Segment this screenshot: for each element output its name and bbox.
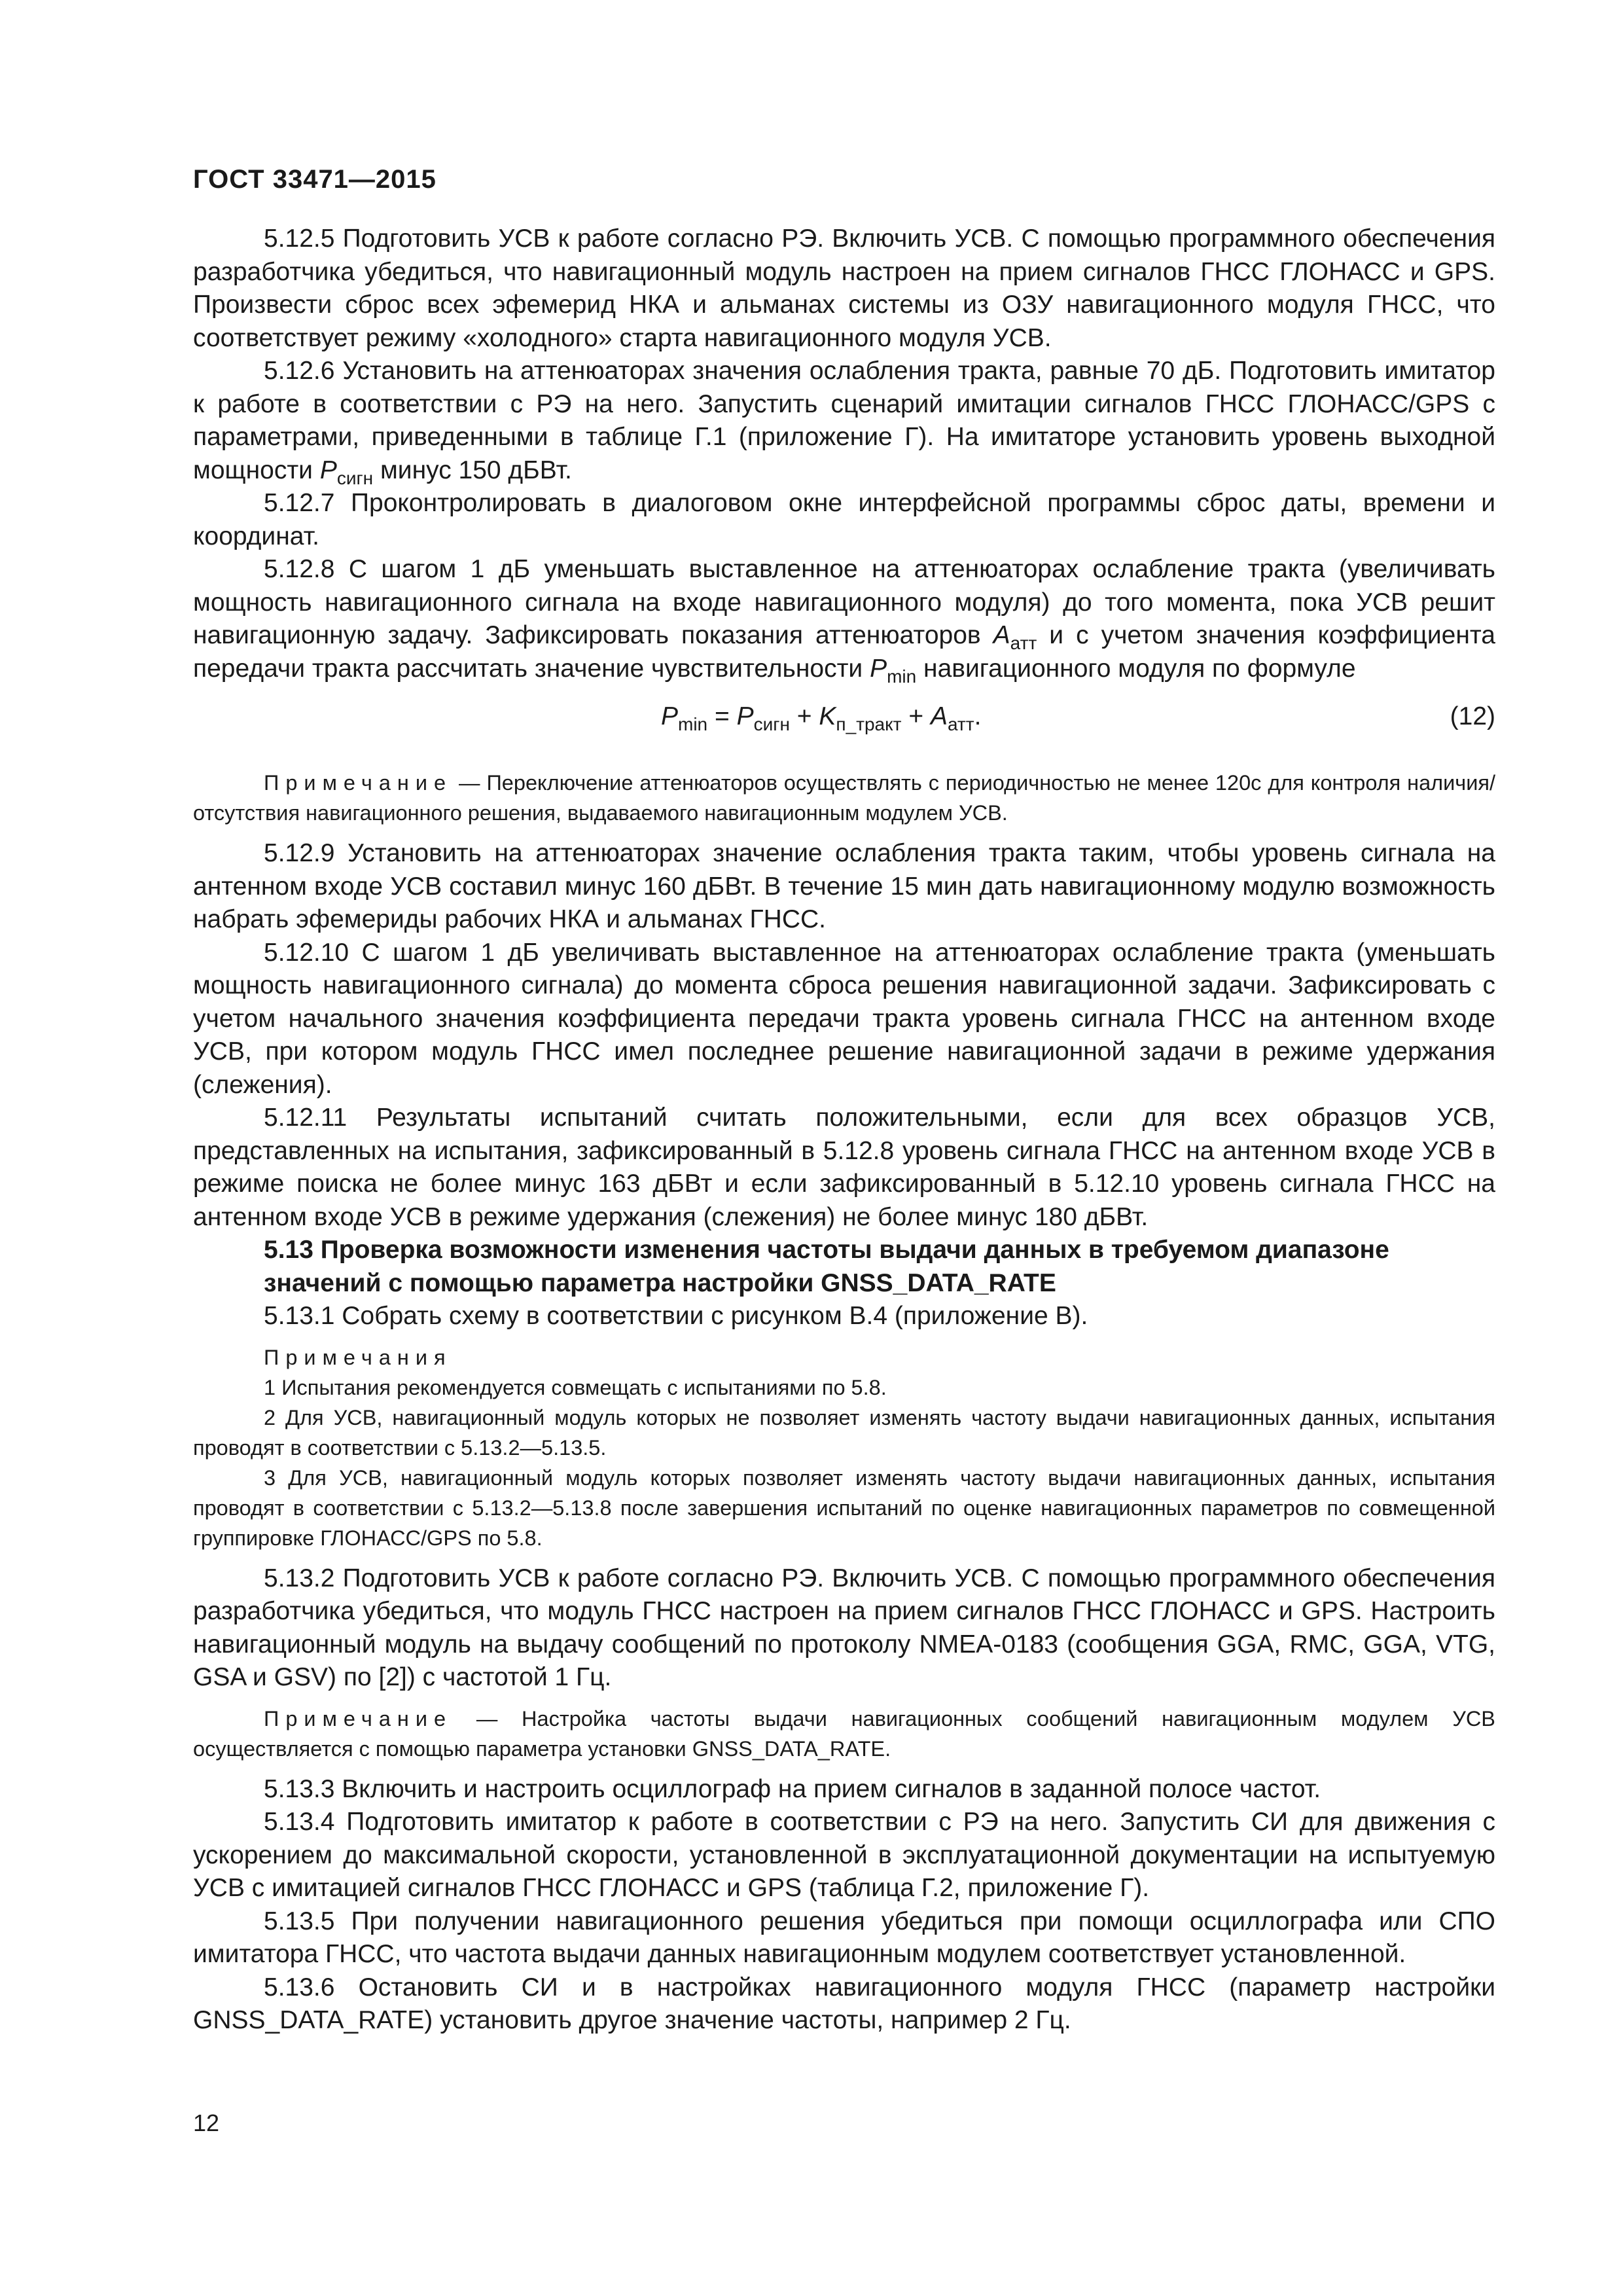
note-attenuator-switching: Примечание — Переключение аттенюаторов осуществлять с периодичностью не менее 120с для контроля наличия/отсутствия навигационного решения, выдаваемого навигационным модулем УСВ. bbox=[193, 771, 1495, 825]
paragraph-5-13-1: 5.13.1 Собрать схему в соответствии с рисунком В.4 (приложение В). bbox=[264, 1302, 1088, 1330]
paragraph-5-12-10: 5.12.10 С шагом 1 дБ увеличивать выставленное на аттенюаторах ослабление тракта (уменьшать мощность навигационного сигнала) до момента сброса решения навигационной задачи. Зафиксировать с учетом начального значения коэффициента передачи тракта уровень сигнала ГНСС на антенном входе УСВ, при котором модуль ГНСС имел последнее решение навигационной задачи в режиме удержания (слежения). bbox=[193, 938, 1495, 1099]
formula-expression: $P_{min} = P_{сигн} + K_{п\_тракт} + A_{атт}$. bbox=[661, 702, 982, 734]
note-item-3: 3 Для УСВ, навигационный модуль которых позволяет изменять частоту выдачи навигационных данных, испытания проводят в соответствии с 5.13.2—5.13.8 после завершения испытаний по оценке навигационных параметров по совмещенной группировке ГЛОНАСС/GPS по 5.8. bbox=[193, 1465, 1495, 1550]
note-label: Примечание bbox=[264, 771, 453, 795]
page-number: 12 bbox=[193, 2109, 220, 2136]
page-content bbox=[193, 223, 1495, 2037]
note-data-rate: Примечание — Настройка частоты выдачи навигационных сообщений навигационным модулем УСВ осуществляется с помощью параметра установки GNSS_DATA_RATE. bbox=[193, 1706, 1495, 1761]
notes-heading: Примечания bbox=[264, 1345, 452, 1369]
paragraph-5-12-9: 5.12.9 Установить на аттенюаторах значение ослабления тракта таким, чтобы уровень сигнала на антенном входе УСВ составил минус 160 дБВт. В течение 15 мин дать навигационному модулю возможность набрать эфемериды рабочих НКА и альманах ГНСС. bbox=[193, 839, 1495, 933]
paragraph-5-13-5: 5.13.5 При получении навигационного решения убедиться при помощи осциллографа или СПО имитатора ГНСС, что частота выдачи данных навигационным модулем соответствует установленной. bbox=[193, 1907, 1495, 1968]
note-label: Примечание bbox=[264, 1706, 453, 1731]
section-heading-5-13: 5.13 Проверка возможности изменения частоты выдачи данных в требуемом диапазоне значений с помощью параметра настройки GNSS_DATA_RATE bbox=[264, 1236, 1389, 1297]
paragraph-5-12-11: 5.12.11 Результаты испытаний считать положительными, если для всех образцов УСВ, представленных на испытания, зафиксированный в 5.12.8 уровень сигнала ГНСС на антенном входе УСВ в режиме поиска не более минус 163 дБВт и если зафиксированный в 5.12.10 уровень сигнала ГНСС на антенном входе УСВ в режиме удержания (слежения) не более минус 180 дБВт. bbox=[193, 1103, 1495, 1231]
formula-number: (12) bbox=[1450, 702, 1495, 730]
paragraph-5-13-6: 5.13.6 Остановить СИ и в настройках навигационного модуля ГНСС (параметр настройки GNSS_DATA_RATE) установить другое значение частоты, например 2 Гц. bbox=[193, 1973, 1495, 2034]
paragraph-5-12-8: 5.12.8 С шагом 1 дБ уменьшать выставленное на аттенюаторах ослабление тракта (увеличивать мощность навигационного сигнала на входе навигационного модуля) до того момента, пока УСВ решит навигационную задачу. Зафиксировать показания аттенюаторов $A_{атт}$ и с учетом значения коэффициента передачи тракта рассчитать значение чувствительности $P_{min}$ навигационного модуля по формуле bbox=[193, 555, 1495, 687]
formula-12 bbox=[193, 685, 1495, 751]
paragraph-5-12-7: 5.12.7 Проконтролировать в диалоговом окне интерфейсной программы сброс даты, времени и координат. bbox=[193, 489, 1495, 550]
paragraph-5-13-4: 5.13.4 Подготовить имитатор к работе в соответствии с РЭ на него. Запустить СИ для движения с ускорением до максимальной скорости, установленной в эксплуатационной документации на испытуемую УСВ с имитацией сигналов ГНСС ГЛОНАСС и GPS (таблица Г.2, приложение Г). bbox=[193, 1808, 1495, 1902]
paragraph-5-12-5: 5.12.5 Подготовить УСВ к работе согласно РЭ. Включить УСВ. С помощью программного обеспечения разработчика убедиться, что навигационный модуль настроен на прием сигналов ГНСС ГЛОНАСС и GPS. Произвести сброс всех эфемерид НКА и альманах системы из ОЗУ навигационного модуля ГНСС, что соответствует режиму «холодного» старта навигационного модуля УСВ. bbox=[193, 224, 1495, 352]
paragraph-5-12-6: 5.12.6 Установить на аттенюаторах значения ослабления тракта, равные 70 дБ. Подготовить имитатор к работе в соответствии с РЭ на него. Запустить сценарий имитации сигналов ГНСС ГЛОНАСС/GPS с параметрами, приведенными в таблице Г.1 (приложение Г). На имитаторе установить уровень выходной мощности $P_{сигн}$ минус 150 дБВт. bbox=[193, 357, 1495, 488]
paragraph-5-13-3: 5.13.3 Включить и настроить осциллограф на прием сигналов в заданной полосе частот. bbox=[264, 1774, 1321, 1803]
paragraph-5-13-2: 5.13.2 Подготовить УСВ к работе согласно РЭ. Включить УСВ. С помощью программного обеспечения разработчика убедиться, что модуль ГНСС настроен на прием сигналов ГНСС ГЛОНАСС и GPS. Настроить навигационный модуль на выдачу сообщений по протоколу NMEA-0183 (сообщения GGA, RMC, GGA, VTG, GSA и GSV) по [2]) с частотой 1 Гц. bbox=[193, 1564, 1495, 1691]
note-item-2: 2 Для УСВ, навигационный модуль которых не позволяет изменять частоту выдачи навигационных данных, испытания проводят в соответствии с 5.13.2—5.13.5. bbox=[193, 1405, 1495, 1460]
document-header: ГОСТ 33471—2015 bbox=[193, 165, 437, 194]
note-item-1: 1 Испытания рекомендуется совмещать с испытаниями по 5.8. bbox=[264, 1375, 887, 1399]
